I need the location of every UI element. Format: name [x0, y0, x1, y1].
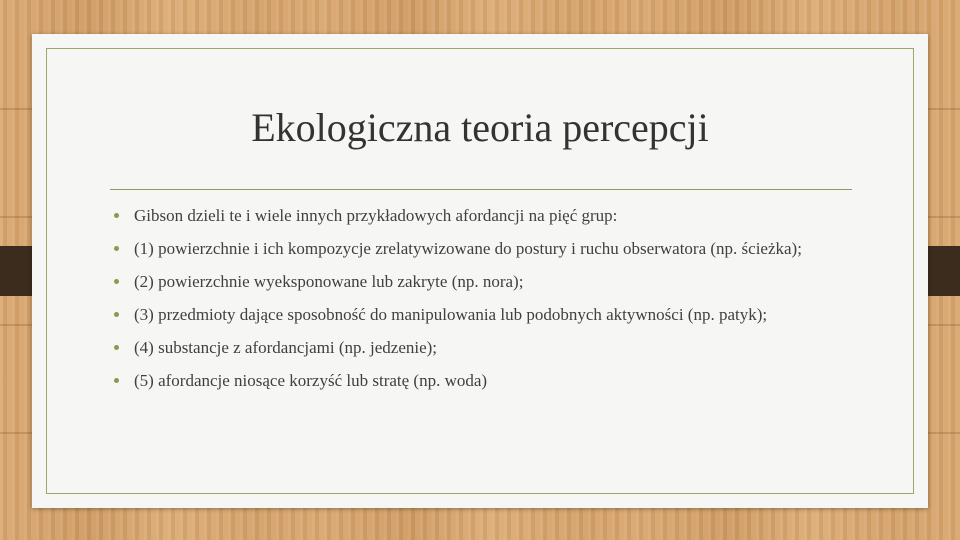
bullet-item — [134, 369, 874, 392]
right-side-tab — [928, 246, 960, 296]
title-underline — [110, 189, 852, 190]
bullet-dot-icon — [114, 345, 119, 350]
bullet-item — [134, 237, 874, 260]
bullet-item — [134, 270, 874, 293]
left-side-tab — [0, 246, 32, 296]
bullet-text: (1) powierzchnie i ich kompozycje zrelatywizowane do postury i ruchu obserwatora (np. ścieżka); — [134, 239, 802, 258]
bullet-text: (3) przedmioty dające sposobność do manipulowania lub podobnych aktywności (np. patyk); — [134, 305, 768, 324]
bullet-dot-icon — [114, 312, 119, 317]
bullet-text: (2) powierzchnie wyeksponowane lub zakryte (np. nora); — [134, 272, 524, 291]
bullet-text: (4) substancje z afordancjami (np. jedzenie); — [134, 338, 438, 357]
bullet-item — [134, 204, 874, 227]
bullet-item — [134, 336, 874, 359]
slide — [32, 34, 928, 508]
slide-title: Ekologiczna teoria percepcji — [251, 105, 709, 150]
bullet-text: Gibson dzieli te i wiele innych przykładowych afordancji na pięć grup: — [134, 206, 618, 225]
bullet-dot-icon — [114, 378, 119, 383]
bullet-item — [134, 303, 874, 326]
bullet-text: (5) afordancje niosące korzyść lub stratę (np. woda) — [134, 371, 488, 390]
bullet-dot-icon — [114, 279, 119, 284]
bullet-dot-icon — [114, 246, 119, 251]
bullet-list — [134, 204, 874, 402]
bullet-dot-icon — [114, 213, 119, 218]
